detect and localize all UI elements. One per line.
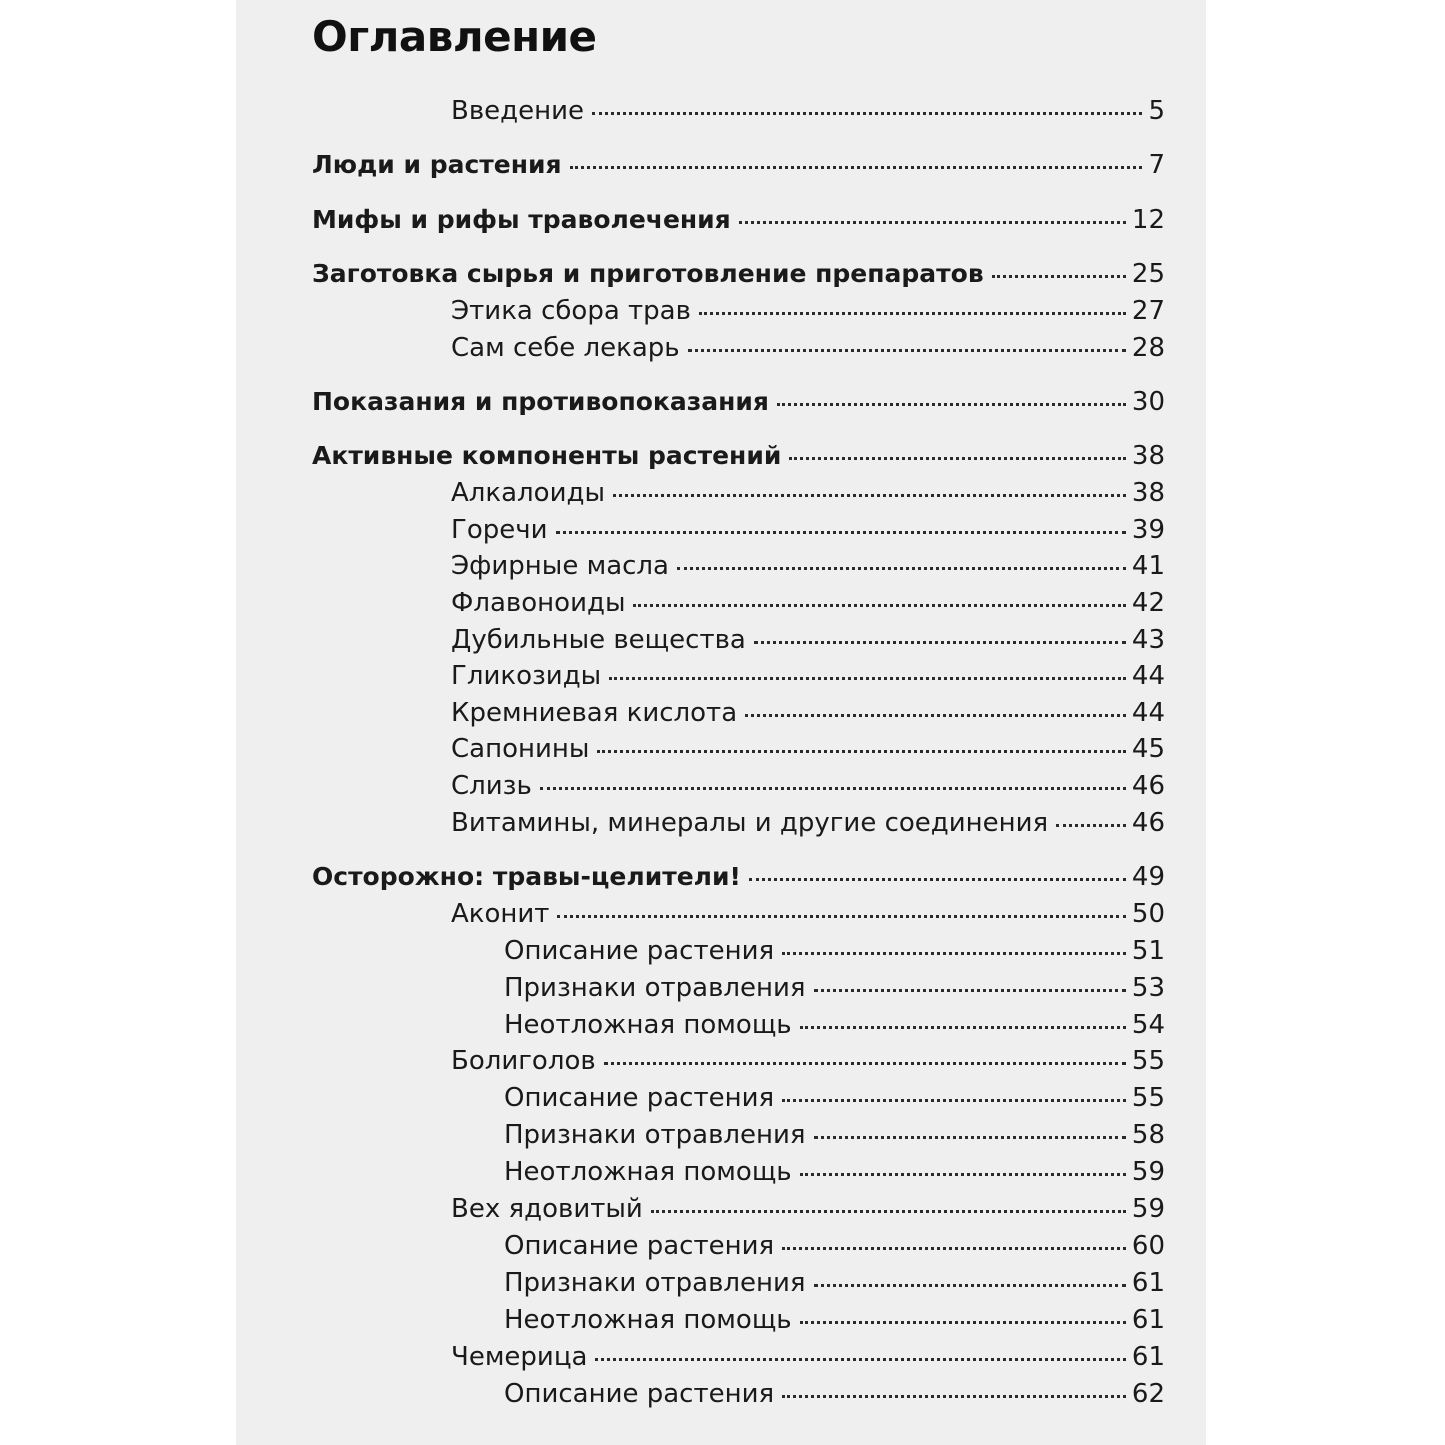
toc-entry-page: 39 xyxy=(1131,515,1165,545)
toc-entry-label: Описание растения xyxy=(504,1083,775,1113)
toc-entry xyxy=(504,1379,1165,1415)
toc-entry-label: Показания и противопоказания xyxy=(312,387,769,416)
toc-entry xyxy=(451,1194,1165,1230)
toc-entry xyxy=(451,661,1165,697)
toc-entry-page: 44 xyxy=(1131,661,1165,691)
toc-entry-label: Неотложная помощь xyxy=(504,1157,792,1187)
toc-entry-label: Введение xyxy=(451,96,585,126)
toc-entry xyxy=(312,441,1165,477)
toc-entry-page: 54 xyxy=(1131,1010,1165,1040)
toc-entry-page: 62 xyxy=(1131,1379,1165,1409)
dot-leader xyxy=(592,112,1142,115)
toc-entry-page: 38 xyxy=(1131,478,1165,508)
toc-entry-page: 25 xyxy=(1131,259,1165,289)
toc-entry-label: Флавоноиды xyxy=(451,588,626,618)
toc-entry xyxy=(451,899,1165,935)
toc-entry-page: 45 xyxy=(1131,734,1165,764)
toc-entry-page: 12 xyxy=(1131,205,1165,235)
toc-entry-label: Горечи xyxy=(451,515,548,545)
toc-entry xyxy=(312,150,1165,186)
toc-entry-page: 28 xyxy=(1131,333,1165,363)
toc-entry-label: Вех ядовитый xyxy=(451,1194,643,1224)
toc-entry-label: Осторожно: травы-целители! xyxy=(312,862,741,891)
toc-entry xyxy=(451,625,1165,661)
toc-entry-page: 61 xyxy=(1131,1342,1165,1372)
dot-leader xyxy=(633,604,1125,607)
toc-entry-page: 53 xyxy=(1131,973,1165,1003)
toc-entry-label: Признаки отравления xyxy=(504,1120,806,1150)
toc-entry-label: Мифы и рифы траволечения xyxy=(312,205,731,234)
toc-entry xyxy=(451,478,1165,514)
toc-entry-label: Сапонины xyxy=(451,734,590,764)
toc-entry xyxy=(504,1120,1165,1156)
toc-entry-label: Кремниевая кислота xyxy=(451,698,738,728)
toc-entry xyxy=(451,771,1165,807)
toc-entry-label: Дубильные вещества xyxy=(451,625,746,655)
toc-entry xyxy=(451,698,1165,734)
toc-entry xyxy=(504,1305,1165,1341)
dot-leader xyxy=(688,349,1126,352)
dot-leader xyxy=(749,878,1126,881)
toc-entry-label: Описание растения xyxy=(504,1231,775,1261)
dot-leader xyxy=(800,1321,1126,1324)
toc-entry-label: Активные компоненты растений xyxy=(312,441,782,470)
toc-entry xyxy=(312,205,1165,241)
dot-leader xyxy=(800,1173,1126,1176)
toc-entry xyxy=(451,734,1165,770)
toc-entry-label: Люди и растения xyxy=(312,150,562,179)
dot-leader xyxy=(557,915,1125,918)
toc-entry xyxy=(504,1157,1165,1193)
toc-entry xyxy=(312,259,1165,295)
dot-leader xyxy=(699,312,1126,315)
toc-entry xyxy=(504,1083,1165,1119)
toc-entry xyxy=(451,808,1165,844)
dot-leader xyxy=(754,641,1126,644)
toc-entry-page: 44 xyxy=(1131,698,1165,728)
dot-leader xyxy=(814,989,1126,992)
toc-entry-page: 58 xyxy=(1131,1120,1165,1150)
toc-entry xyxy=(312,862,1165,898)
toc-entry-page: 60 xyxy=(1131,1231,1165,1261)
dot-leader xyxy=(739,221,1126,224)
toc-entry-label: Признаки отравления xyxy=(504,1268,806,1298)
toc-entry-page: 41 xyxy=(1131,551,1165,581)
toc-entry-page: 50 xyxy=(1131,899,1165,929)
dot-leader xyxy=(800,1026,1126,1029)
toc-entry-page: 5 xyxy=(1148,96,1165,126)
dot-leader xyxy=(604,1062,1126,1065)
toc-entry-label: Неотложная помощь xyxy=(504,1010,792,1040)
toc-entry-page: 59 xyxy=(1131,1194,1165,1224)
toc-entry-label: Описание растения xyxy=(504,1379,775,1409)
dot-leader xyxy=(609,677,1126,680)
toc-entry xyxy=(451,96,1165,132)
dot-leader xyxy=(782,1247,1126,1250)
toc-entry-label: Гликозиды xyxy=(451,661,602,691)
toc-entry xyxy=(451,551,1165,587)
dot-leader xyxy=(556,531,1126,534)
toc-entry-page: 55 xyxy=(1131,1083,1165,1113)
toc-entry-page: 49 xyxy=(1131,862,1165,892)
toc-entry-label: Сам себе лекарь xyxy=(451,333,680,363)
dot-leader xyxy=(595,1358,1125,1361)
toc-entry-page: 38 xyxy=(1131,441,1165,471)
toc-entry-page: 46 xyxy=(1131,808,1165,838)
dot-leader xyxy=(782,1099,1126,1102)
toc-entry-page: 61 xyxy=(1131,1268,1165,1298)
toc-entry-label: Эфирные масла xyxy=(451,551,669,581)
toc-entry-page: 61 xyxy=(1131,1305,1165,1335)
toc-entry xyxy=(451,515,1165,551)
dot-leader xyxy=(814,1136,1126,1139)
toc-entry-page: 43 xyxy=(1131,625,1165,655)
toc-entry-label: Признаки отравления xyxy=(504,973,806,1003)
toc-entry xyxy=(504,1010,1165,1046)
toc-entry-page: 59 xyxy=(1131,1157,1165,1187)
toc-entry xyxy=(451,588,1165,624)
dot-leader xyxy=(677,567,1126,570)
toc-entry xyxy=(451,296,1165,332)
toc-entry xyxy=(504,1231,1165,1267)
toc-entry-label: Болиголов xyxy=(451,1046,596,1076)
toc-entry-label: Заготовка сырья и приготовление препаратов xyxy=(312,259,984,288)
toc-entry xyxy=(312,387,1165,423)
toc-entry-page: 7 xyxy=(1148,150,1165,180)
toc-entry-label: Этика сбора трав xyxy=(451,296,691,326)
toc-entry xyxy=(451,1046,1165,1082)
toc-entry-page: 42 xyxy=(1131,588,1165,618)
dot-leader xyxy=(789,457,1126,460)
toc-entry xyxy=(451,333,1165,369)
dot-leader xyxy=(570,166,1143,169)
dot-leader xyxy=(745,714,1126,717)
dot-leader xyxy=(782,952,1126,955)
dot-leader xyxy=(782,1395,1126,1398)
toc-entry xyxy=(504,936,1165,972)
dot-leader xyxy=(777,403,1126,406)
dot-leader xyxy=(814,1284,1126,1287)
toc-entry-label: Аконит xyxy=(451,899,550,929)
toc-entry-page: 51 xyxy=(1131,936,1165,966)
toc-entry-page: 46 xyxy=(1131,771,1165,801)
toc-entry-label: Витамины, минералы и другие соединения xyxy=(451,808,1049,838)
toc-entry-label: Слизь xyxy=(451,771,532,801)
dot-leader xyxy=(613,494,1126,497)
toc-entry-label: Чемерица xyxy=(451,1342,588,1372)
toc-entry-page: 27 xyxy=(1131,296,1165,326)
toc-entry-page: 55 xyxy=(1131,1046,1165,1076)
dot-leader xyxy=(597,750,1125,753)
toc-entry xyxy=(504,973,1165,1009)
page-title: Оглавление xyxy=(312,12,597,61)
toc-entry xyxy=(504,1268,1165,1304)
toc-entry xyxy=(451,1342,1165,1378)
dot-leader xyxy=(1056,824,1126,827)
dot-leader xyxy=(651,1210,1126,1213)
dot-leader xyxy=(540,787,1126,790)
toc-entry-page: 30 xyxy=(1131,387,1165,417)
dot-leader xyxy=(992,275,1126,278)
toc-entry-label: Неотложная помощь xyxy=(504,1305,792,1335)
toc-entry-label: Описание растения xyxy=(504,936,775,966)
toc-entry-label: Алкалоиды xyxy=(451,478,605,508)
